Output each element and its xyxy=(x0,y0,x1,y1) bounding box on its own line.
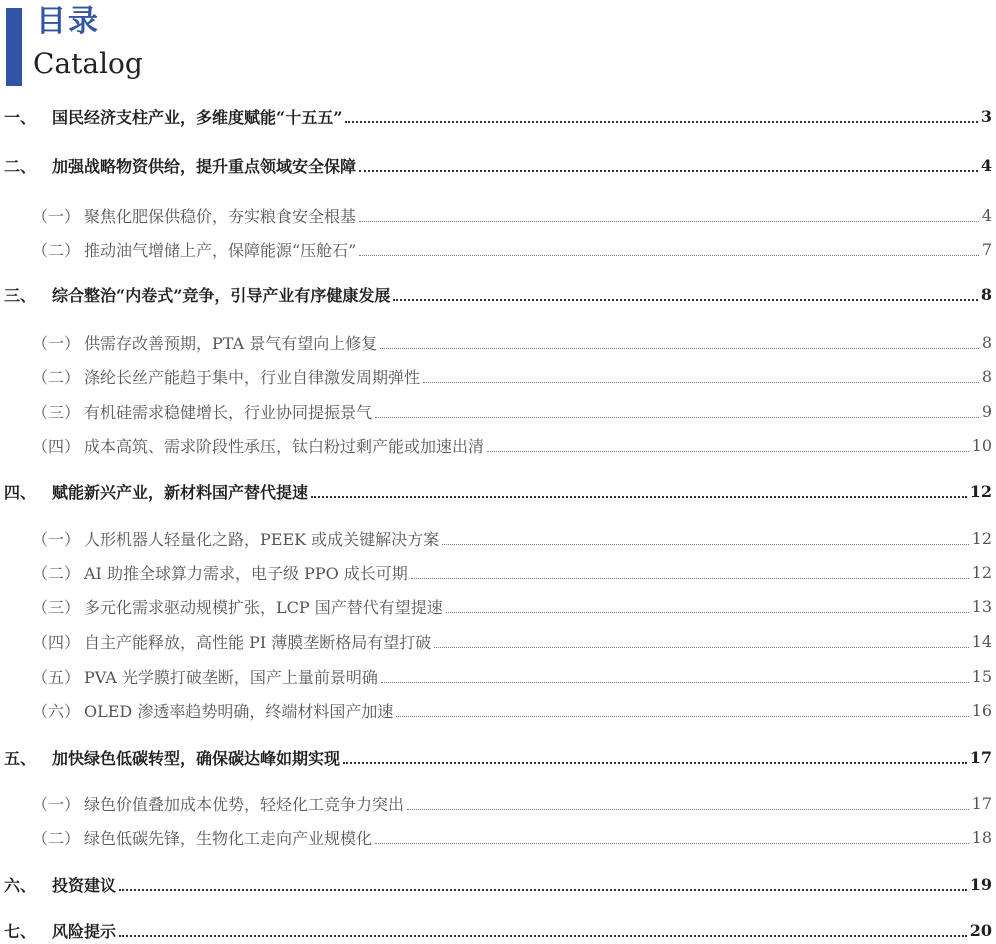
toc-entry-title: 自主产能释放，高性能 PI 薄膜垄断格局有望打破 xyxy=(84,632,432,652)
toc-entry-number: 五、 xyxy=(4,748,37,768)
toc-page-number: 4 xyxy=(980,155,992,175)
toc-entry-title: 加快绿色低碳转型，确保碳达峰如期实现 xyxy=(52,748,341,768)
toc-dot-leader xyxy=(423,382,979,383)
title-accent-bar xyxy=(6,8,22,86)
toc-entry-number: 四、 xyxy=(4,482,37,502)
toc-entry-title: 多元化需求驱动规模扩张，LCP 国产替代有望提速 xyxy=(84,597,443,617)
toc-entry-title: 投资建议 xyxy=(52,875,117,895)
toc-page-number: 19 xyxy=(969,874,992,894)
toc-page-number: 15 xyxy=(971,666,992,686)
toc-entry-number: （三） xyxy=(32,597,81,617)
toc-entry-title: 风险提示 xyxy=(52,921,117,941)
toc-entry-number: （四） xyxy=(32,436,81,456)
toc-entry-number: （一） xyxy=(32,529,81,549)
toc-page-number: 4 xyxy=(981,205,992,225)
toc-section-entry[interactable] xyxy=(0,102,992,130)
toc-subsection-entry[interactable] xyxy=(0,558,992,586)
toc-entry-title: 综合整治“内卷式”竞争，引导产业有序健康发展 xyxy=(52,285,391,305)
toc-dot-leader xyxy=(442,544,968,545)
toc-subsection-entry[interactable] xyxy=(0,789,992,817)
toc-entry-number: （六） xyxy=(32,701,81,721)
toc-entry-number: （一） xyxy=(32,333,81,353)
toc-entry-title: 涤纶长丝产能趋于集中，行业自律激发周期弹性 xyxy=(84,367,421,387)
toc-entry-title: 赋能新兴产业，新材料国产替代提速 xyxy=(52,482,309,502)
toc-entry-title: OLED 渗透率趋势明确，终端材料国产加速 xyxy=(84,701,394,721)
toc-page-number: 12 xyxy=(971,562,992,582)
toc-dot-leader xyxy=(434,647,968,648)
toc-dot-leader xyxy=(359,170,978,172)
toc-page-number: 20 xyxy=(969,920,992,940)
toc-subsection-entry[interactable] xyxy=(0,696,992,724)
toc-entry-number: （二） xyxy=(32,563,81,583)
toc-section-entry[interactable] xyxy=(0,477,992,505)
toc-page-number: 9 xyxy=(981,401,992,421)
toc-page-number: 10 xyxy=(971,435,992,455)
toc-subsection-entry[interactable] xyxy=(0,431,992,459)
toc-dot-leader xyxy=(359,255,978,256)
toc-page-number: 12 xyxy=(971,528,992,548)
toc-entry-number: 七、 xyxy=(4,921,37,941)
toc-subsection-entry[interactable] xyxy=(0,235,992,263)
toc-entry-title: 有机硅需求稳健增长，行业协同提振景气 xyxy=(84,402,373,422)
toc-section-entry[interactable] xyxy=(0,151,992,179)
toc-section-entry[interactable] xyxy=(0,916,992,944)
toc-entry-title: AI 助推全球算力需求，电子级 PPO 成长可期 xyxy=(84,563,408,583)
toc-dot-leader xyxy=(375,417,979,418)
toc-page-number: 17 xyxy=(971,793,992,813)
toc-entry-number: （二） xyxy=(32,828,81,848)
toc-dot-leader xyxy=(119,889,967,891)
toc-dot-leader xyxy=(396,716,968,717)
toc-subsection-entry[interactable] xyxy=(0,328,992,356)
toc-entry-title: 聚焦化肥保供稳价，夯实粮食安全根基 xyxy=(84,206,357,226)
catalog-header xyxy=(6,4,306,84)
toc-entry-number: （一） xyxy=(32,206,81,226)
toc-dot-leader xyxy=(119,935,967,937)
toc-entry-title: PVA 光学膜打破垄断，国产上量前景明确 xyxy=(84,667,378,687)
toc-entry-number: （二） xyxy=(32,240,81,260)
toc-entry-number: （二） xyxy=(32,367,81,387)
toc-dot-leader xyxy=(343,762,967,764)
toc-subsection-entry[interactable] xyxy=(0,592,992,620)
toc-page-number: 3 xyxy=(980,106,992,126)
toc-dot-leader xyxy=(375,843,969,844)
toc-page-number: 16 xyxy=(971,700,992,720)
toc-entry-title: 人形机器人轻量化之路，PEEK 或成关键解决方案 xyxy=(84,529,440,549)
toc-page-number: 17 xyxy=(969,747,992,767)
toc-dot-leader xyxy=(345,121,977,123)
toc-subsection-entry[interactable] xyxy=(0,201,992,229)
toc-entry-title: 加强战略物资供给，提升重点领域安全保障 xyxy=(52,156,357,176)
toc-subsection-entry[interactable] xyxy=(0,823,992,851)
toc-page-number: 13 xyxy=(971,596,992,616)
toc-entry-number: （五） xyxy=(32,667,81,687)
toc-subsection-entry[interactable] xyxy=(0,362,992,390)
toc-entry-title: 供需存改善预期，PTA 景气有望向上修复 xyxy=(84,333,378,353)
toc-entry-title: 绿色价值叠加成本优势，轻烃化工竞争力突出 xyxy=(84,794,405,814)
toc-entry-number: 二、 xyxy=(4,156,37,176)
toc-section-entry[interactable] xyxy=(0,743,992,771)
toc-dot-leader xyxy=(380,348,979,349)
toc-subsection-entry[interactable] xyxy=(0,397,992,425)
toc-dot-leader xyxy=(407,809,969,810)
toc-page-number: 12 xyxy=(969,481,992,501)
toc-dot-leader xyxy=(411,578,969,579)
toc-page-number: 8 xyxy=(981,332,992,352)
toc-entry-title: 成本高筑、需求阶段性承压，钛白粉过剩产能或加速出清 xyxy=(84,436,485,456)
toc-page-number: 14 xyxy=(971,631,992,651)
toc-page-number: 18 xyxy=(971,827,992,847)
toc-entry-number: 三、 xyxy=(4,285,37,305)
toc-subsection-entry[interactable] xyxy=(0,627,992,655)
toc-entry-title: 国民经济支柱产业，多维度赋能“十五五” xyxy=(52,107,343,127)
page-subtitle: Catalog xyxy=(33,47,143,80)
toc-entry-number: （一） xyxy=(32,794,81,814)
toc-section-entry[interactable] xyxy=(0,870,992,898)
toc-page-number: 7 xyxy=(981,239,992,259)
toc-section-entry[interactable] xyxy=(0,280,992,308)
toc-dot-leader xyxy=(311,496,967,498)
toc-entry-number: 六、 xyxy=(4,875,37,895)
toc-dot-leader xyxy=(359,221,979,222)
toc-dot-leader xyxy=(446,612,969,613)
toc-entry-number: （三） xyxy=(32,402,81,422)
toc-entry-number: 一、 xyxy=(4,107,37,127)
toc-dot-leader xyxy=(393,299,977,301)
toc-page-number: 8 xyxy=(980,284,992,304)
page-title: 目录 xyxy=(36,4,100,39)
toc-dot-leader xyxy=(381,682,969,683)
toc-entry-title: 推动油气增储上产，保障能源“压舱石” xyxy=(84,240,357,260)
toc-subsection-entry[interactable] xyxy=(0,524,992,552)
toc-entry-title: 绿色低碳先锋，生物化工走向产业规模化 xyxy=(84,828,373,848)
toc-entry-number: （四） xyxy=(32,632,81,652)
toc-dot-leader xyxy=(487,451,969,452)
toc-subsection-entry[interactable] xyxy=(0,662,992,690)
toc-page-number: 8 xyxy=(981,366,992,386)
